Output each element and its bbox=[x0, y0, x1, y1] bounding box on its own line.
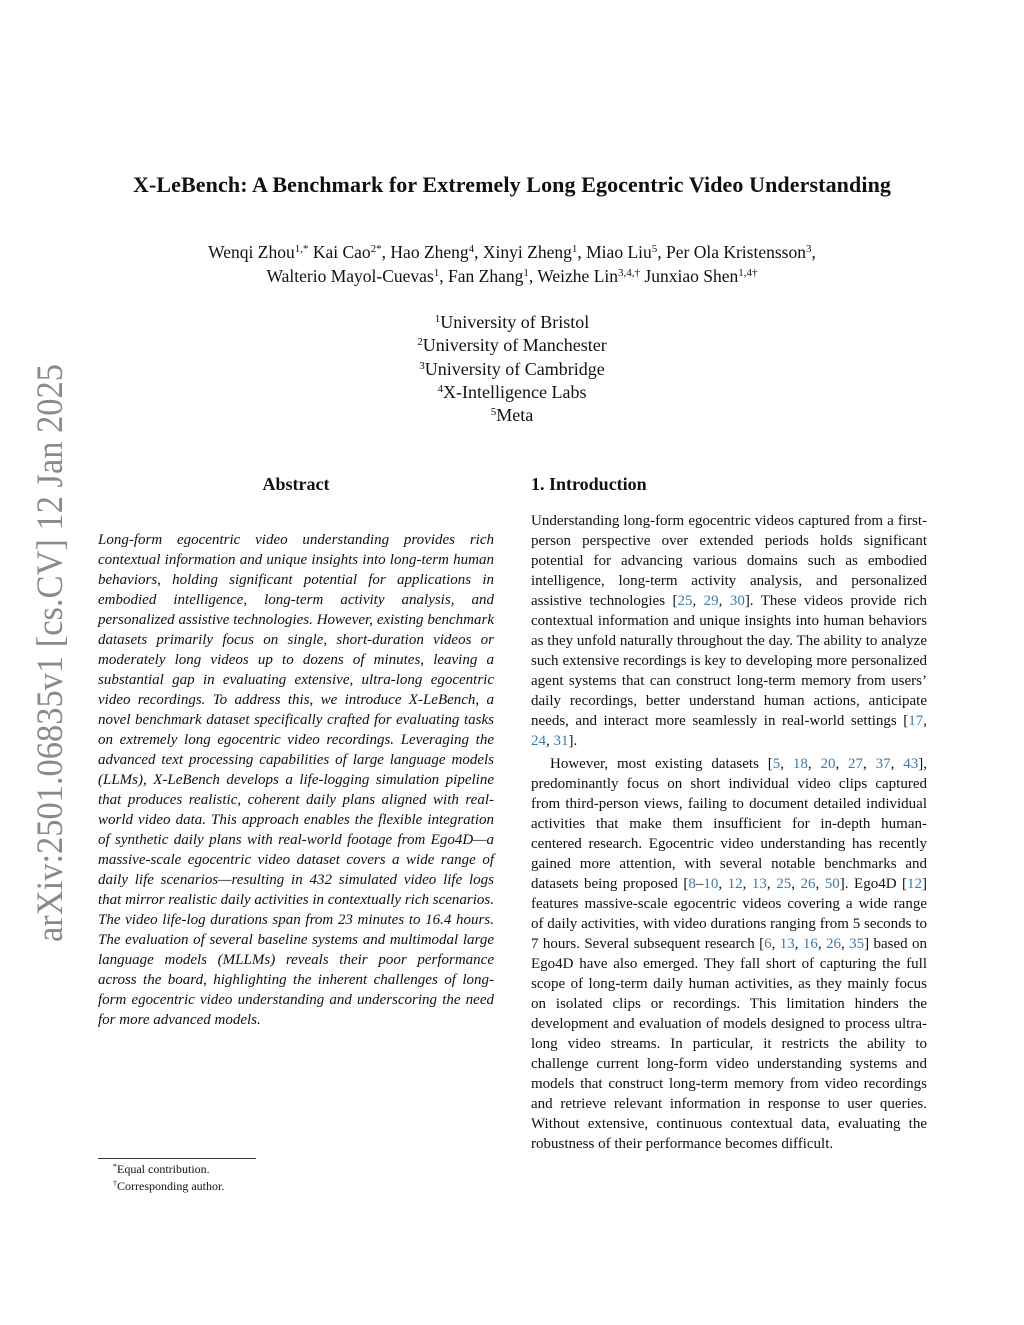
citation-link[interactable]: 25 bbox=[677, 593, 693, 609]
author-affiliation-mark: 1 bbox=[433, 267, 440, 279]
citation-link[interactable]: 25 bbox=[776, 876, 792, 892]
citation-link[interactable]: 50 bbox=[824, 876, 840, 892]
citation-link[interactable]: 5 bbox=[772, 756, 781, 772]
author-line-2: Walterio Mayol-Cuevas$^1$, Fan Zhang$^1$, Weizhe Lin$^{3,4,\dagger}$ Junxiao Shen$^{1,4\dagger}$ bbox=[266, 266, 758, 286]
citation-link[interactable]: 35 bbox=[849, 936, 865, 952]
author-name: Hao Zheng bbox=[390, 242, 469, 262]
arxiv-identifier-text: arXiv:2501.06835v1 [cs.CV] 12 Jan 2025 bbox=[30, 362, 71, 942]
author-affiliation-mark: 4 bbox=[468, 243, 475, 255]
citation-link[interactable]: 12 bbox=[727, 876, 743, 892]
citation-link[interactable]: 37 bbox=[875, 756, 891, 772]
citation-link[interactable]: 13 bbox=[751, 876, 767, 892]
footnote bbox=[113, 1161, 224, 1178]
affiliation-name: X-Intelligence Labs bbox=[443, 381, 587, 402]
affiliation bbox=[312, 404, 712, 427]
citation-link[interactable]: 10 bbox=[703, 876, 719, 892]
footnote-text: Corresponding author. bbox=[117, 1178, 225, 1193]
affiliation-list bbox=[312, 311, 712, 427]
author-name: Wenqi Zhou bbox=[208, 242, 295, 262]
author-name: Kai Cao bbox=[312, 242, 371, 262]
affiliation-number: 4 bbox=[437, 382, 444, 395]
affiliation-number: 1 bbox=[434, 313, 441, 325]
citation-link[interactable]: 27 bbox=[848, 756, 864, 772]
citation-link[interactable]: 31 bbox=[553, 733, 569, 749]
affiliation-name: University of Bristol bbox=[440, 312, 590, 332]
author-affiliation-mark: 1,4† bbox=[738, 267, 758, 279]
author-affiliation-mark: 1 bbox=[571, 243, 578, 255]
footnote bbox=[113, 1178, 224, 1195]
author-name: Miao Liu bbox=[586, 242, 652, 262]
citation-link[interactable]: 30 bbox=[729, 593, 745, 609]
affiliation-number: 2 bbox=[417, 336, 423, 349]
author-affiliation-mark: 1 bbox=[523, 267, 529, 279]
affiliation bbox=[312, 381, 712, 404]
author-name: Per Ola Kristensson bbox=[666, 242, 806, 262]
citation-link[interactable]: 20 bbox=[820, 756, 836, 772]
introduction-body bbox=[531, 511, 927, 1154]
affiliation-number: 3 bbox=[419, 359, 425, 372]
arxiv-identifier bbox=[20, 362, 76, 942]
affiliation-name: University of Manchester bbox=[422, 335, 607, 356]
introduction-heading: 1. Introduction bbox=[531, 474, 647, 494]
footnote-divider bbox=[98, 1158, 256, 1159]
citation-link[interactable]: 6 bbox=[764, 936, 772, 952]
affiliation-name: Meta bbox=[496, 405, 534, 426]
author-affiliation-mark: 2* bbox=[370, 243, 382, 255]
affiliation bbox=[312, 358, 712, 381]
author-affiliation-mark: 5 bbox=[651, 243, 658, 255]
introduction-paragraph: Understanding long-form egocentric videos captured from a first-person perspective over extended periods holds significant potential for advancing various domains such as embodied intelligence, long-term activity analysis, and personalized assistive technologies [25, 29, 30]. These videos provide rich contextual information and unique insights into human behaviors as they unfold naturally throughout the day. The ability to analyze such extensive recordings is key to developing more personalized agent systems that can construct long-term memory from users’ daily recordings, better understand human actions, anticipate needs, and interact more seamlessly in real-world settings [17, 24, 31]. bbox=[531, 513, 928, 749]
abstract-heading: Abstract bbox=[262, 474, 330, 494]
affiliation-number: 5 bbox=[490, 406, 497, 419]
author-affiliation-mark: 3 bbox=[805, 243, 812, 255]
author-list bbox=[80, 240, 944, 288]
author-name: Weizhe Lin bbox=[537, 266, 619, 286]
introduction-paragraph: However, most existing datasets [5, 18, 20, 27, 37, 43], predominantly focus on short individual video clips captured from third-person views, failing to document detailed individual activities that make them insufficient for in-depth human-centered research. Egocentric video understanding has recently gained more attention, with several notable benchmarks and datasets being proposed [8–10, 12, 13, 25, 26, 50]. Ego4D [12] features massive-scale egocentric videos covering a wide range of daily activities, with video durations ranging from 5 seconds to 7 hours. Several subsequent research [6, 13, 16, 26, 35] based on Ego4D have also emerged. They fall short of capturing the full scope of long-term daily human activities, as they mainly focus on isolated clips or recordings. This limitation hinders the development and evaluation of models designed to process ultra-long video streams. In particular, it restricts the ability to challenge current long-form video understanding systems and models that construct long-term memory from video recordings and retrieve relevant information in response to user queries. Without extensive, continuous contextual data, evaluating the robustness of their performance becomes difficult. bbox=[531, 756, 928, 1152]
citation-link[interactable]: 8 bbox=[688, 876, 696, 892]
author-line-1: Wenqi Zhou$^{1,*}$ Kai Cao$^{2*}$, Hao Zheng$^4$, Xinyi Zheng$^1$, Miao Liu$^5$, Per Ola Kristensson$^3$, bbox=[208, 242, 816, 262]
citation-link[interactable]: 12 bbox=[907, 876, 923, 892]
affiliation bbox=[312, 334, 712, 357]
affiliation-name: University of Cambridge bbox=[424, 358, 605, 379]
affiliation bbox=[312, 311, 712, 334]
author-name: Fan Zhang bbox=[448, 266, 524, 286]
author-name: Junxiao Shen bbox=[644, 266, 739, 286]
citation-link[interactable]: 29 bbox=[703, 593, 719, 609]
footnote-text: Equal contribution. bbox=[117, 1162, 210, 1176]
author-name: Xinyi Zheng bbox=[482, 242, 572, 262]
citation-link[interactable]: 16 bbox=[802, 936, 818, 952]
author-name: Walterio Mayol-Cuevas bbox=[266, 266, 434, 286]
citation-link[interactable]: 24 bbox=[531, 733, 546, 749]
author-affiliation-mark: 3,4,† bbox=[618, 267, 641, 279]
footnote-mark: * bbox=[113, 1162, 117, 1171]
author-affiliation-mark: 1,* bbox=[294, 243, 309, 255]
footnote-mark: † bbox=[113, 1178, 117, 1188]
citation-link[interactable]: 26 bbox=[800, 876, 816, 892]
paper-title: X-LeBench: A Benchmark for Extremely Long Egocentric Video Understanding bbox=[132, 172, 892, 197]
citation-link[interactable]: 17 bbox=[908, 713, 924, 729]
abstract-text: Long-form egocentric video understanding provides rich contextual information and unique insights into long-term human behaviors, holding significant potential for applications in embodied intelligence, long-term activity analysis, and personalized assistive technologies. However, existing benchmark datasets primarily focus on single, short-duration videos or moderately long videos up to dozens of minutes, leaving a substantial gap in evaluating extensive, ultra-long egocentric video recordings. To address this, we introduce X-LeBench, a novel benchmark dataset specifically crafted for evaluating tasks on extremely long egocentric video recordings. Leveraging the advanced text processing capabilities of large language models (LLMs), X-LeBench develops a life-logging simulation pipeline that produces realistic, coherent daily plans aligned with real-world video data. This approach enables the flexible integration of synthetic daily plans with real-world footage from Ego4D—a massive-scale egocentric video dataset covers a wide range of daily life scenarios—resulting in 432 simulated video life logs that mirror realistic daily activities in contextually rich scenarios. The video life-log durations span from 23 minutes to 16.4 hours. The evaluation of several baseline systems and multimodal large language models (MLLMs) reveals their poor performance across the board, highlighting the inherent challenges of long-form egocentric video understanding and underscoring the need for more advanced models. bbox=[98, 532, 494, 1028]
footnotes bbox=[113, 1161, 224, 1194]
citation-link[interactable]: 18 bbox=[792, 756, 808, 772]
citation-link[interactable]: 13 bbox=[779, 936, 795, 952]
citation-link[interactable]: 26 bbox=[826, 936, 841, 952]
citation-link[interactable]: 43 bbox=[903, 756, 919, 772]
